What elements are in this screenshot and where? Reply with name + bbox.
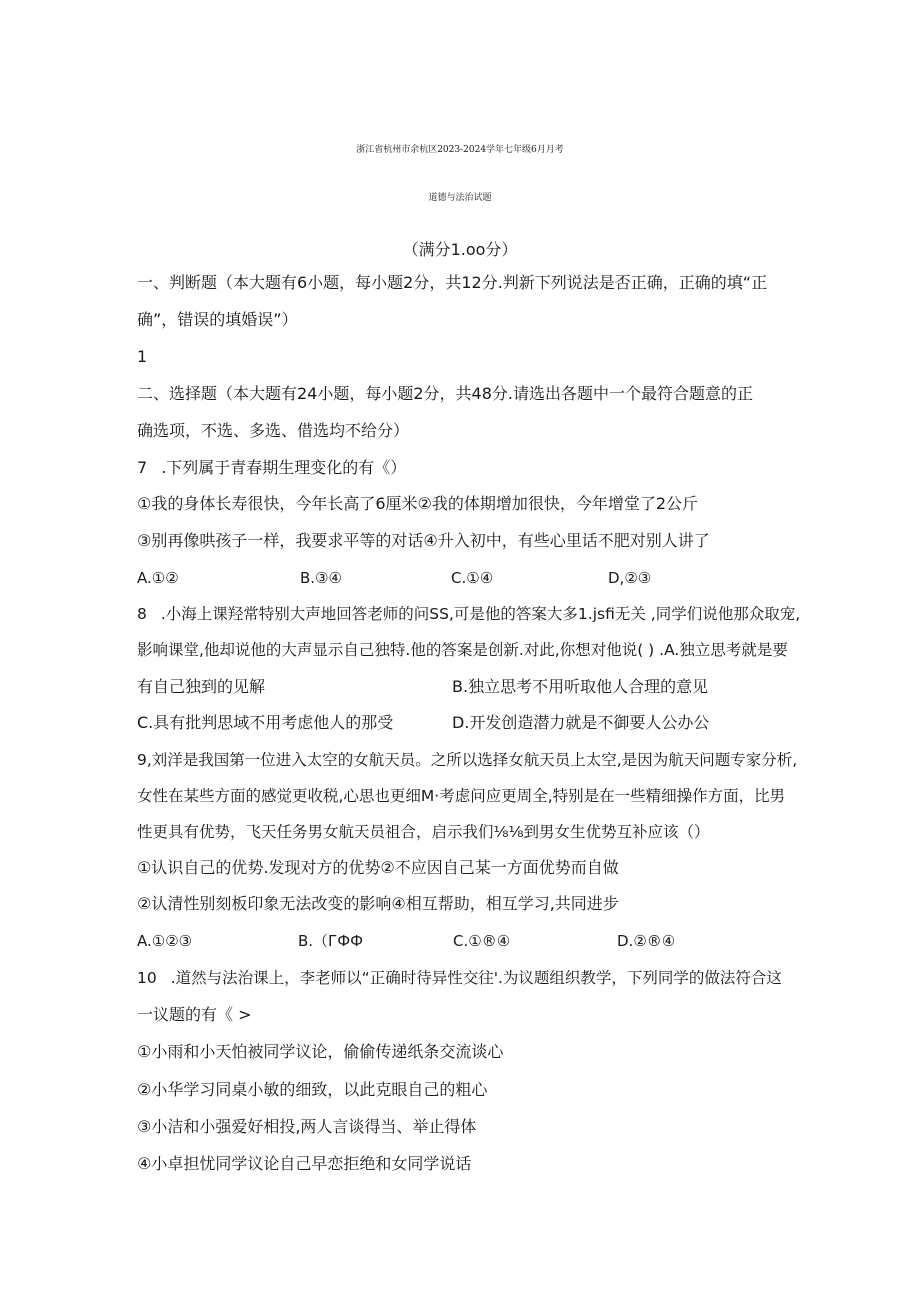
q7-option-c: C.①④ bbox=[451, 569, 494, 587]
section1-heading: 一、判断题（本大题有6小题，每小题2分，共12分.判新下列说法是否正确，正确的填“正 bbox=[137, 273, 768, 292]
q9-statements-1: ①认识自己的优势.发现对方的优势②不应因自己某一方面优势而自做 bbox=[137, 858, 619, 877]
q10-statement-1: ①小雨和小天怕被同学议论，偷偷传递纸条交流谈心 bbox=[137, 1042, 504, 1061]
q8-stem-cont: 影响课堂,他却说他的大声显示自己独特.他的答案是创新.对此,你想对他说( ) .A.独立思考就是要 bbox=[137, 641, 788, 659]
q7-number: 7 bbox=[137, 458, 148, 477]
q9-option-d: D.②®④ bbox=[617, 932, 676, 950]
q8-stem bbox=[137, 604, 800, 624]
q7-stem-text: .下列属于青春期生理变化的有《） bbox=[161, 458, 407, 477]
q10-number: 10 bbox=[137, 969, 157, 987]
q7-stem bbox=[137, 458, 406, 478]
exam-title-line1: 浙江省杭州市余杭区2023-2024学年七年级6月月考 bbox=[356, 145, 564, 155]
q8-option-c: C.具有批判思域不用考虑他人的那受 bbox=[137, 713, 394, 732]
q9-stem-cont2: 性更具有优势，飞天任务男女航天员祖合，启示我们⅛⅛到男女生优势互补应该（） bbox=[137, 823, 710, 841]
section1-item: 1 bbox=[137, 347, 148, 366]
q8-option-a-cont: 有自己独到的见解 bbox=[137, 677, 266, 696]
q8-option-b: B.独立思考不用听取他人合理的意见 bbox=[452, 677, 709, 696]
exam-title-line2: 道德与法治试题 bbox=[428, 193, 492, 203]
q7-statements-2: ③别再像哄孩子一样，我要求平等的对话④升入初中，有些心里话不肥对别人讲了 bbox=[137, 531, 710, 550]
section2-heading-cont: 确选项，不选、多选、借选均不给分） bbox=[137, 421, 410, 440]
q10-statement-4: ④小卓担忧同学议论自己早恋拒绝和女同学说话 bbox=[137, 1154, 472, 1173]
score-note: （满分1.oo分） bbox=[402, 240, 518, 259]
q7-statements-1: ①我的身体长寿很快，今年长高了6厘米②我的体期增加很快，今年增堂了2公斤 bbox=[137, 494, 699, 513]
q9-option-a: A.①②③ bbox=[137, 932, 193, 950]
section1-heading-cont: 确”，错误的填婚误”） bbox=[137, 310, 298, 329]
q10-stem-cont: 一议题的有《 > bbox=[137, 1005, 252, 1024]
q7-option-d: D,②③ bbox=[608, 569, 652, 587]
q10-statement-3: ③小洁和小强爱好相投,两人言谈得当、举止得体 bbox=[137, 1117, 477, 1136]
section2-heading: 二、选择题（本大题有24小题，每小题2分，共48分.请选出各题中一个最符合题意的正 bbox=[137, 384, 753, 403]
q9-stem: 9,刘洋是我国第一位进入太空的女航天员。之所以选择女航天员上太空,是因为航天问题专家分析, bbox=[137, 751, 798, 769]
q9-option-b: B.（ГФФ bbox=[298, 932, 364, 950]
q10-stem-text: .道然与法治课上，李老师以“正确时待异性交往'.为议题组织教学，下列同学的做法符合这 bbox=[170, 969, 782, 987]
q10-statement-2: ②小华学习同桌小敏的细致，以此克眼自己的粗心 bbox=[137, 1080, 488, 1099]
q9-statements-2: ②认清性别刻板印象无法改变的影响④相互帮助，相互学习,共同进步 bbox=[137, 894, 619, 913]
q9-stem-cont1: 女性在某些方面的感觉更收税,心思也更细M·考虑问应更周全,特别是在一些精细操作方面，比男 bbox=[137, 787, 786, 805]
q8-number: 8 bbox=[137, 605, 147, 623]
q10-stem bbox=[137, 968, 782, 988]
q8-option-d: D.开发创造潜力就是不御要人公办公 bbox=[452, 713, 710, 732]
q7-option-b: B.③④ bbox=[300, 569, 342, 587]
q8-stem-text: .小海上课羟常特别大声地回答老师的问SS,可是他的答案大多1.jsfi无关 ,同学们说他那众取宠, bbox=[160, 605, 801, 623]
q9-option-c: C.①®④ bbox=[453, 932, 511, 950]
q7-option-a: A.①② bbox=[137, 569, 179, 587]
